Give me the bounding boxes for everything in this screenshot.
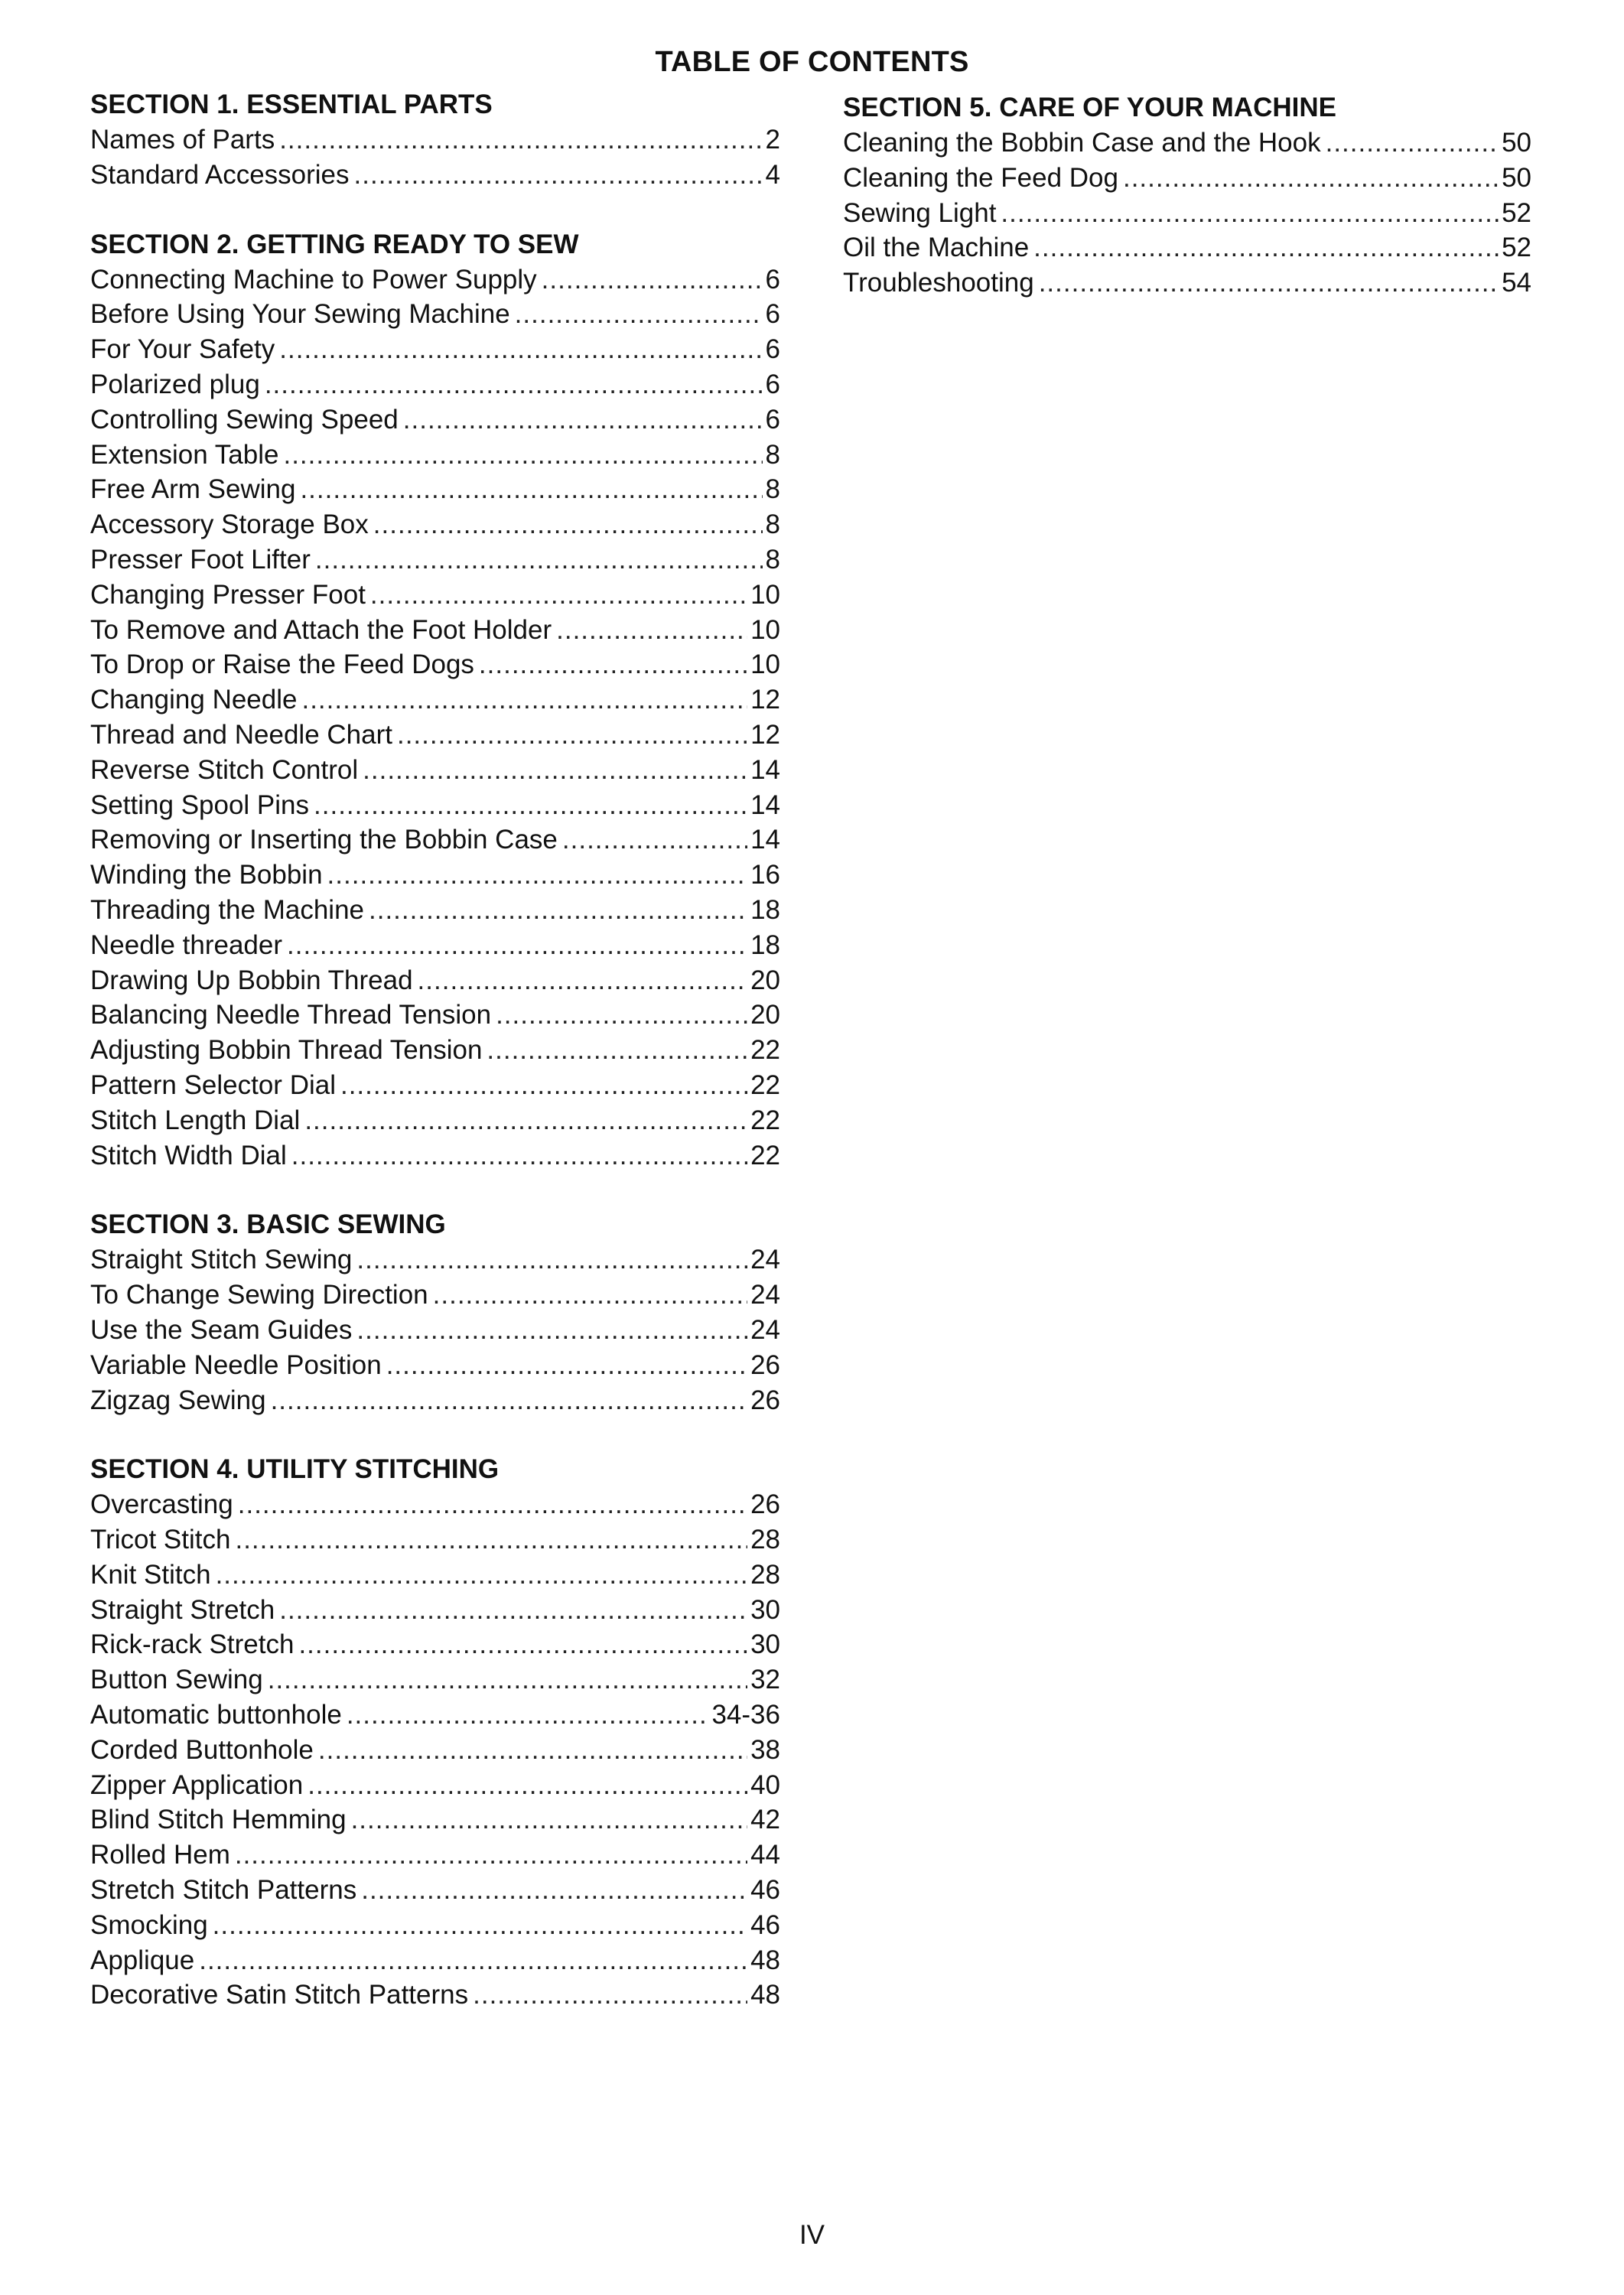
toc-left-column xyxy=(90,87,780,2047)
toc-entry-page: 38 xyxy=(750,1734,780,1765)
dot-leader xyxy=(308,1768,747,1803)
toc-entry-page: 46 xyxy=(750,1909,780,1940)
toc-entry-label: Stretch Stitch Patterns xyxy=(90,1875,357,1906)
toc-entry-label: Adjusting Bobbin Thread Tension xyxy=(90,1035,483,1066)
toc-right-column xyxy=(843,90,1531,335)
toc-entry[interactable] xyxy=(90,1522,780,1558)
toc-entry[interactable] xyxy=(90,402,780,438)
toc-entry[interactable] xyxy=(90,858,780,893)
toc-entry-label: Accessory Storage Box xyxy=(90,509,369,540)
toc-entry-label: Free Arm Sewing xyxy=(90,474,296,505)
toc-entry-label: To Change Sewing Direction xyxy=(90,1280,428,1310)
toc-entry[interactable] xyxy=(90,1383,780,1418)
dot-leader xyxy=(268,1662,747,1698)
dot-leader xyxy=(354,158,763,193)
toc-entry[interactable] xyxy=(90,613,780,648)
dot-leader xyxy=(291,1138,747,1174)
toc-entry-page: 44 xyxy=(750,1840,780,1870)
page-title: TABLE OF CONTENTS xyxy=(655,46,969,78)
toc-entry-label: Zipper Application xyxy=(90,1769,304,1800)
toc-entry[interactable] xyxy=(90,1768,780,1803)
toc-entry-label: Corded Buttonhole xyxy=(90,1734,314,1765)
toc-entry-page: 14 xyxy=(750,789,780,820)
section-heading: SECTION 1. ESSENTIAL PARTS xyxy=(90,90,493,119)
section-heading: SECTION 2. GETTING READY TO SEW xyxy=(90,229,579,259)
dot-leader xyxy=(373,507,763,542)
toc-entry-label: Decorative Satin Stitch Patterns xyxy=(90,1980,469,2010)
toc-entry[interactable] xyxy=(90,332,780,367)
dot-leader xyxy=(556,613,747,648)
dot-leader xyxy=(562,822,747,858)
dot-leader xyxy=(279,1593,747,1628)
toc-entry-page: 18 xyxy=(750,929,780,960)
dot-leader xyxy=(496,998,747,1033)
dot-leader xyxy=(356,1313,747,1348)
dot-leader xyxy=(515,297,763,332)
dot-leader xyxy=(361,1873,747,1908)
toc-section xyxy=(90,87,780,193)
toc-entry[interactable] xyxy=(90,367,780,402)
toc-section xyxy=(843,90,1531,301)
toc-entry-page: 2 xyxy=(765,125,780,155)
dot-leader xyxy=(238,1487,747,1522)
toc-entry-label: Zigzag Sewing xyxy=(90,1385,266,1415)
dot-leader xyxy=(315,542,763,578)
toc-entry-page: 26 xyxy=(750,1349,780,1380)
toc-entry[interactable] xyxy=(90,542,780,578)
toc-entry-label: Button Sewing xyxy=(90,1665,263,1695)
toc-entry[interactable] xyxy=(90,718,780,753)
dot-leader xyxy=(287,928,747,963)
toc-entry-page: 28 xyxy=(750,1525,780,1555)
dot-leader xyxy=(314,788,747,823)
dot-leader xyxy=(199,1943,747,1978)
toc-entry[interactable] xyxy=(90,753,780,788)
toc-entry-label: Sewing Light xyxy=(843,197,997,228)
toc-entry[interactable] xyxy=(90,1908,780,1943)
toc-entry-page: 40 xyxy=(750,1769,780,1800)
toc-entry-page: 6 xyxy=(765,404,780,435)
dot-leader xyxy=(542,262,763,298)
toc-entry-page: 30 xyxy=(750,1594,780,1625)
toc-entry-label: Cleaning the Feed Dog xyxy=(843,162,1118,193)
dot-leader xyxy=(279,332,762,367)
toc-entry-label: Needle threader xyxy=(90,929,282,960)
toc-entry-page: 46 xyxy=(750,1875,780,1906)
toc-entry-label: Smocking xyxy=(90,1909,208,1940)
toc-entry-label: Changing Presser Foot xyxy=(90,579,366,610)
toc-entry-label: To Drop or Raise the Feed Dogs xyxy=(90,649,474,680)
toc-entry[interactable] xyxy=(90,1558,780,1593)
dot-leader xyxy=(340,1068,747,1103)
dot-leader xyxy=(213,1908,747,1943)
toc-entry[interactable] xyxy=(90,1348,780,1383)
dot-leader xyxy=(298,1627,747,1662)
dot-leader xyxy=(216,1558,747,1593)
toc-entry[interactable] xyxy=(90,1978,780,2013)
toc-entry[interactable] xyxy=(90,1662,780,1698)
toc-entry[interactable] xyxy=(90,1313,780,1348)
toc-entry-label: Cleaning the Bobbin Case and the Hook xyxy=(843,128,1321,158)
toc-entry-page: 24 xyxy=(750,1280,780,1310)
toc-entry-label: Balancing Needle Thread Tension xyxy=(90,1000,492,1030)
toc-entry-page: 8 xyxy=(765,509,780,540)
toc-entry-label: Troubleshooting xyxy=(843,268,1034,298)
toc-entry[interactable] xyxy=(90,1698,780,1733)
section-heading: SECTION 4. UTILITY STITCHING xyxy=(90,1454,500,1485)
page-number: IV xyxy=(799,2220,825,2250)
toc-entry-label: Standard Accessories xyxy=(90,159,350,190)
toc-entry-label: Overcasting xyxy=(90,1489,233,1520)
toc-entry-page: 12 xyxy=(750,685,780,715)
toc-entry[interactable] xyxy=(90,262,780,298)
dot-leader xyxy=(271,1383,747,1418)
toc-entry[interactable] xyxy=(843,161,1531,196)
toc-entry-page: 10 xyxy=(750,649,780,680)
toc-entry-label: Pattern Selector Dial xyxy=(90,1069,336,1100)
dot-leader xyxy=(235,1522,747,1558)
toc-entry-page: 10 xyxy=(750,614,780,645)
toc-entry-page: 34-36 xyxy=(711,1700,780,1730)
toc-entry-label: Stitch Length Dial xyxy=(90,1105,301,1135)
toc-entry-page: 22 xyxy=(750,1105,780,1135)
dot-leader xyxy=(283,438,762,473)
toc-entry-label: Drawing Up Bobbin Thread xyxy=(90,965,413,995)
toc-entry[interactable] xyxy=(90,1487,780,1522)
toc-entry-page: 52 xyxy=(1502,197,1531,228)
toc-section xyxy=(90,227,780,1174)
dot-leader xyxy=(473,1978,747,2013)
toc-entry-label: Knit Stitch xyxy=(90,1559,211,1590)
toc-entry-label: Tricot Stitch xyxy=(90,1525,231,1555)
toc-entry-page: 26 xyxy=(750,1385,780,1415)
toc-entry[interactable] xyxy=(90,647,780,682)
dot-leader xyxy=(304,1103,747,1138)
dot-leader xyxy=(1123,161,1499,196)
toc-entry[interactable] xyxy=(90,1103,780,1138)
dot-leader xyxy=(433,1278,747,1313)
toc-entry-page: 20 xyxy=(750,1000,780,1030)
toc-entry-page: 50 xyxy=(1502,162,1531,193)
toc-entry-page: 6 xyxy=(765,334,780,365)
toc-entry[interactable] xyxy=(90,1033,780,1068)
toc-entry-page: 42 xyxy=(750,1805,780,1835)
dot-leader xyxy=(1033,230,1499,265)
toc-entry-page: 24 xyxy=(750,1314,780,1345)
toc-entry-page: 6 xyxy=(765,369,780,399)
toc-entry-page: 18 xyxy=(750,894,780,925)
toc-entry[interactable] xyxy=(90,998,780,1033)
toc-entry-page: 30 xyxy=(750,1629,780,1660)
section-heading: SECTION 5. CARE OF YOUR MACHINE xyxy=(843,93,1336,122)
toc-entry-label: Polarized plug xyxy=(90,369,260,399)
toc-entry-label: For Your Safety xyxy=(90,334,275,365)
section-heading: SECTION 3. BASIC SEWING xyxy=(90,1209,446,1240)
toc-entry[interactable] xyxy=(90,1943,780,1978)
toc-entry-page: 14 xyxy=(750,754,780,785)
dot-leader xyxy=(487,1033,747,1068)
toc-entry[interactable] xyxy=(90,578,780,613)
toc-entry-label: Before Using Your Sewing Machine xyxy=(90,299,510,330)
toc-entry[interactable] xyxy=(90,507,780,542)
toc-entry-label: Reverse Stitch Control xyxy=(90,754,359,785)
toc-entry[interactable] xyxy=(90,1068,780,1103)
dot-leader xyxy=(369,893,747,928)
toc-section xyxy=(90,1452,780,2013)
dot-leader xyxy=(279,122,762,158)
toc-entry[interactable] xyxy=(90,1627,780,1662)
toc-entry-page: 22 xyxy=(750,1035,780,1066)
toc-entry[interactable] xyxy=(90,297,780,332)
toc-entry[interactable] xyxy=(90,1278,780,1313)
toc-entry[interactable] xyxy=(90,472,780,507)
dot-leader xyxy=(1001,196,1499,231)
toc-entry-label: Setting Spool Pins xyxy=(90,789,310,820)
toc-entry[interactable] xyxy=(90,963,780,998)
toc-entry-page: 20 xyxy=(750,965,780,995)
dot-leader xyxy=(356,1242,747,1278)
toc-entry-page: 22 xyxy=(750,1069,780,1100)
toc-entry-page: 48 xyxy=(750,1945,780,1975)
toc-entry-page: 14 xyxy=(750,825,780,855)
toc-entry-page: 8 xyxy=(765,474,780,505)
toc-entry-label: Winding the Bobbin xyxy=(90,860,323,890)
toc-entry[interactable] xyxy=(90,822,780,858)
toc-section xyxy=(90,1207,780,1418)
toc-entry-label: Names of Parts xyxy=(90,125,275,155)
toc-entry-label: Stitch Width Dial xyxy=(90,1140,287,1170)
toc-entry-label: Straight Stretch xyxy=(90,1594,275,1625)
dot-leader xyxy=(265,367,763,402)
dot-leader xyxy=(1326,125,1499,161)
toc-entry-page: 8 xyxy=(765,544,780,575)
toc-entry-label: Rolled Hem xyxy=(90,1840,230,1870)
toc-entry[interactable] xyxy=(90,928,780,963)
dot-leader xyxy=(386,1348,747,1383)
dot-leader xyxy=(403,402,763,438)
toc-entry-page: 16 xyxy=(750,860,780,890)
toc-entry-label: Extension Table xyxy=(90,439,279,470)
toc-entry[interactable] xyxy=(90,788,780,823)
toc-entry-page: 50 xyxy=(1502,128,1531,158)
toc-entry[interactable] xyxy=(90,158,780,193)
toc-entry[interactable] xyxy=(843,230,1531,265)
toc-entry-label: Connecting Machine to Power Supply xyxy=(90,264,537,295)
toc-entry[interactable] xyxy=(90,1733,780,1768)
toc-entry[interactable] xyxy=(90,682,780,718)
toc-entry-label: Rick-rack Stretch xyxy=(90,1629,295,1660)
dot-leader xyxy=(351,1802,747,1838)
toc-entry-label: Blind Stitch Hemming xyxy=(90,1805,347,1835)
toc-entry[interactable] xyxy=(90,1802,780,1838)
toc-entry[interactable] xyxy=(90,122,780,158)
dot-leader xyxy=(479,647,747,682)
toc-entry-page: 4 xyxy=(765,159,780,190)
toc-entry-page: 6 xyxy=(765,299,780,330)
toc-entry-page: 52 xyxy=(1502,233,1531,263)
dot-leader xyxy=(397,718,747,753)
toc-entry[interactable] xyxy=(90,893,780,928)
toc-entry[interactable] xyxy=(90,438,780,473)
toc-entry-page: 54 xyxy=(1502,268,1531,298)
toc-entry-label: Straight Stitch Sewing xyxy=(90,1245,353,1275)
dot-leader xyxy=(363,753,747,788)
toc-entry-label: Thread and Needle Chart xyxy=(90,719,392,750)
dot-leader xyxy=(370,578,747,613)
toc-entry[interactable] xyxy=(90,1242,780,1278)
dot-leader xyxy=(318,1733,747,1768)
toc-entry-page: 6 xyxy=(765,264,780,295)
dot-leader xyxy=(327,858,748,893)
dot-leader xyxy=(347,1698,709,1733)
dot-leader xyxy=(300,472,762,507)
toc-entry-page: 26 xyxy=(750,1489,780,1520)
toc-entry[interactable] xyxy=(843,265,1531,301)
toc-entry-label: Applique xyxy=(90,1945,195,1975)
toc-entry[interactable] xyxy=(843,196,1531,231)
toc-entry[interactable] xyxy=(90,1838,780,1873)
toc-entry-page: 10 xyxy=(750,579,780,610)
toc-entry-page: 12 xyxy=(750,719,780,750)
toc-entry-label: To Remove and Attach the Foot Holder xyxy=(90,614,552,645)
toc-entry-label: Use the Seam Guides xyxy=(90,1314,353,1345)
toc-entry-label: Presser Foot Lifter xyxy=(90,544,311,575)
toc-entry-page: 22 xyxy=(750,1140,780,1170)
dot-leader xyxy=(418,963,748,998)
dot-leader xyxy=(1039,265,1499,301)
toc-entry-page: 8 xyxy=(765,439,780,470)
toc-entry-label: Removing or Inserting the Bobbin Case xyxy=(90,825,558,855)
toc-entry[interactable] xyxy=(90,1593,780,1628)
toc-entry-page: 32 xyxy=(750,1665,780,1695)
toc-entry[interactable] xyxy=(843,125,1531,161)
toc-entry-label: Controlling Sewing Speed xyxy=(90,404,399,435)
toc-entry[interactable] xyxy=(90,1138,780,1174)
toc-entry-label: Variable Needle Position xyxy=(90,1349,382,1380)
toc-entry-page: 24 xyxy=(750,1245,780,1275)
toc-entry-label: Threading the Machine xyxy=(90,894,364,925)
dot-leader xyxy=(235,1838,747,1873)
dot-leader xyxy=(301,682,747,718)
toc-entry-page: 28 xyxy=(750,1559,780,1590)
toc-entry-label: Changing Needle xyxy=(90,685,298,715)
toc-entry-label: Automatic buttonhole xyxy=(90,1700,342,1730)
toc-entry-page: 48 xyxy=(750,1980,780,2010)
toc-entry-label: Oil the Machine xyxy=(843,233,1030,263)
toc-entry[interactable] xyxy=(90,1873,780,1908)
